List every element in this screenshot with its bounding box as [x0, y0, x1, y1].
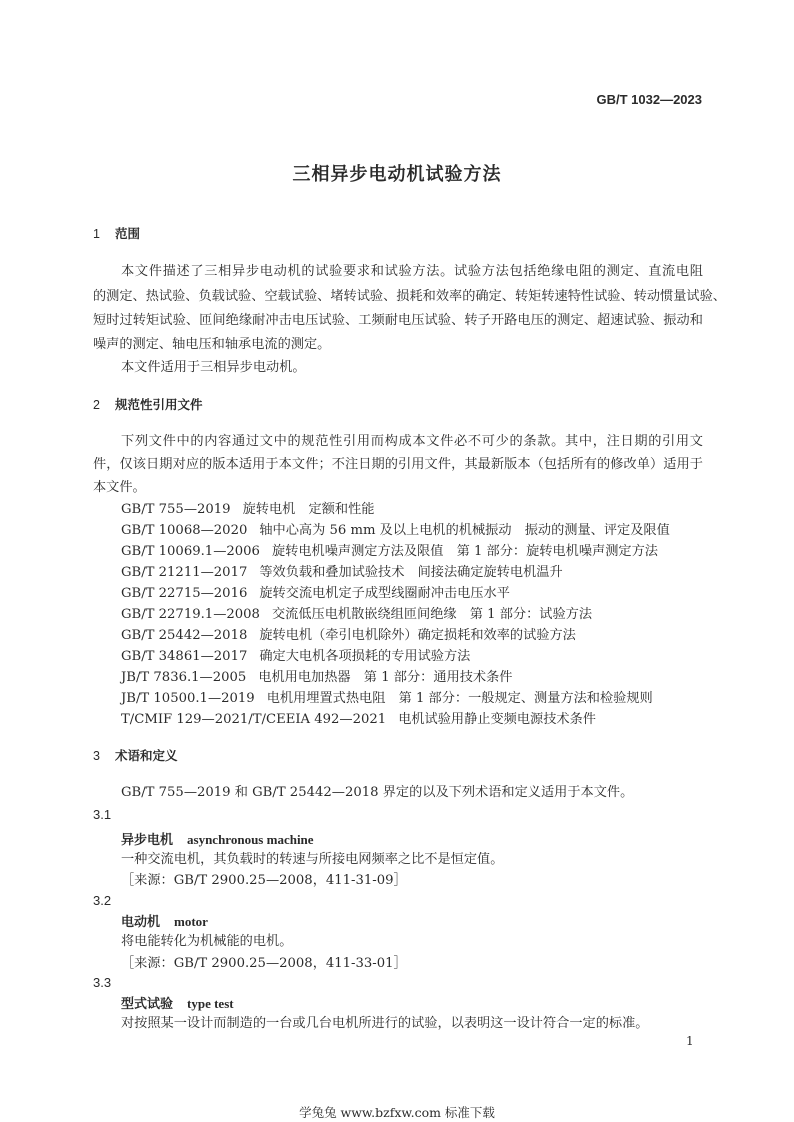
reference-item: [121, 711, 596, 729]
reference-code: GB/T 10069.1—2006: [121, 544, 260, 559]
paragraph-line: 的测定、热试验、负载试验、空载试验、堵转试验、损耗和效率的确定、转矩转速特性试验、转动惯量试验、: [93, 289, 726, 304]
document-title: 三相异步电动机试验方法: [292, 164, 502, 185]
reference-code: JB/T 10500.1—2019: [121, 691, 255, 706]
document-number-header: GB/T 1032—2023: [596, 92, 702, 107]
section-title: 术语和定义: [115, 748, 178, 763]
reference-item: [121, 627, 576, 645]
reference-item: [121, 522, 670, 540]
term-zh: 型式试验: [121, 997, 174, 1012]
term-en: motor: [174, 914, 208, 929]
reference-title: 电机用电加热器 第 1 部分：通用技术条件: [258, 670, 513, 685]
term-source: ［来源：GB/T 2900.25—2008，411-33-01］: [121, 956, 407, 971]
section-number: 3: [93, 749, 100, 763]
reference-item: [121, 564, 563, 582]
term-number: 3.3: [93, 975, 112, 990]
section-heading-scope: [93, 224, 140, 242]
reference-item: [121, 501, 374, 519]
footer-watermark: 学兔兔 www.bzfxw.com 标准下载: [299, 1105, 495, 1120]
reference-code: GB/T 755—2019: [121, 502, 231, 517]
reference-title: 旋转电机（牵引电机除外）确定损耗和效率的试验方法: [259, 628, 576, 643]
reference-title: 旋转电机 定额和性能: [242, 502, 375, 517]
reference-code: GB/T 10068—2020: [121, 523, 248, 538]
term-zh: 异步电机: [121, 833, 174, 848]
reference-item: [121, 543, 658, 561]
term-definition: 将电能转化为机械能的电机。: [121, 934, 293, 949]
reference-item: [121, 690, 653, 708]
reference-title: 旋转电机噪声测定方法及限值 第 1 部分：旋转电机噪声测定方法: [271, 544, 658, 559]
paragraph-line: 短时过转矩试验、匝间绝缘耐冲击电压试验、工频耐电压试验、转子开路电压的测定、超速试验、振动和: [93, 313, 703, 328]
reference-title: 等效负载和叠加试验技术 间接法确定旋转电机温升: [259, 565, 563, 580]
reference-item: [121, 648, 470, 666]
reference-title: 电机试验用静止变频电源技术条件: [398, 712, 596, 727]
reference-code: GB/T 34861—2017: [121, 649, 248, 664]
term-definition: 对按照某一设计而制造的一台或几台电机所进行的试验，以表明这一设计符合一定的标准。: [121, 1016, 649, 1031]
paragraph: 本文件适用于三相异步电动机。: [121, 360, 306, 375]
term-en: type test: [187, 996, 234, 1011]
section-title: 规范性引用文件: [115, 397, 203, 412]
term-number: 3.2: [93, 893, 112, 908]
section-heading-normative-references: [93, 395, 203, 413]
reference-item: [121, 669, 512, 687]
reference-title: 电机用埋置式热电阻 第 1 部分：一般规定、测量方法和检验规则: [266, 691, 653, 706]
paragraph-line: 件，仅该日期对应的版本适用于本文件；不注日期的引用文件，其最新版本（包括所有的修改单）适用于: [93, 457, 703, 472]
paragraph-line: 噪声的测定、轴电压和轴承电流的测定。: [93, 337, 331, 352]
reference-code: GB/T 21211—2017: [121, 565, 248, 580]
reference-title: 旋转交流电机定子成型线圈耐冲击电压水平: [259, 586, 510, 601]
paragraph: GB/T 755—2019 和 GB/T 25442—2018 界定的以及下列术语和定义适用于本文件。: [121, 785, 634, 800]
section-number: 2: [93, 398, 100, 412]
paragraph-line: 本文件描述了三相异步电动机的试验要求和试验方法。试验方法包括绝缘电阻的测定、直流电阻: [121, 264, 703, 279]
term-heading: [121, 829, 314, 848]
term-heading: [121, 993, 234, 1012]
section-heading-terms-definitions: [93, 746, 178, 764]
term-zh: 电动机: [121, 915, 161, 930]
reference-code: GB/T 22715—2016: [121, 586, 248, 601]
reference-title: 确定大电机各项损耗的专用试验方法: [259, 649, 471, 664]
paragraph-line: 下列文件中的内容通过文中的规范性引用而构成本文件必不可少的条款。其中，注日期的引用文: [121, 434, 703, 449]
reference-code: JB/T 7836.1—2005: [121, 670, 247, 685]
reference-code: GB/T 25442—2018: [121, 628, 248, 643]
section-number: 1: [93, 227, 100, 241]
reference-title: 轴中心高为 56 mm 及以上电机的机械振动 振动的测量、评定及限值: [259, 523, 670, 538]
paragraph-line: 本文件。: [93, 480, 146, 495]
term-en: asynchronous machine: [187, 832, 314, 847]
term-definition: 一种交流电机，其负载时的转速与所接电网频率之比不是恒定值。: [121, 852, 504, 867]
term-heading: [121, 911, 208, 930]
page-number: 1: [686, 1034, 694, 1048]
reference-code: T/CMIF 129—2021/T/CEEIA 492—2021: [121, 712, 387, 727]
term-number: 3.1: [93, 807, 112, 822]
reference-code: GB/T 22719.1—2008: [121, 607, 260, 622]
reference-item: [121, 585, 510, 603]
section-title: 范围: [115, 226, 141, 241]
reference-title: 交流低压电机散嵌绕组匝间绝缘 第 1 部分：试验方法: [271, 607, 593, 622]
reference-item: [121, 606, 592, 624]
term-source: ［来源：GB/T 2900.25—2008，411-31-09］: [121, 873, 407, 888]
